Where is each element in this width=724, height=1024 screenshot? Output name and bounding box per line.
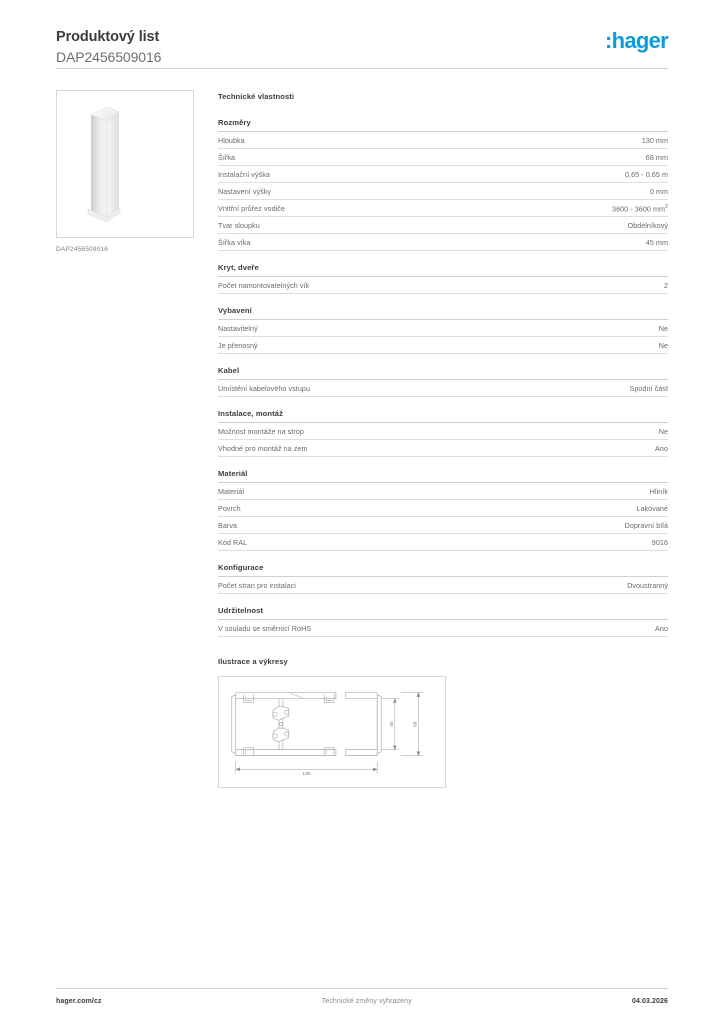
spec-row-value: 45 mm xyxy=(645,237,668,247)
spec-group-title: Kryt, dveře xyxy=(218,263,668,277)
spec-row-value: 9016 xyxy=(651,537,668,547)
spec-row-label: Nastavení výšky xyxy=(218,186,272,196)
spec-row-label: Vhodné pro montáž na zem xyxy=(218,443,308,453)
hager-logo: :hager xyxy=(604,28,668,53)
spec-row-label: Možnost montáže na strop xyxy=(218,426,304,436)
page-header xyxy=(56,28,668,66)
spec-row-label: Umístění kabelového vstupu xyxy=(218,383,310,393)
spec-row-value: 0,65 - 0,65 m xyxy=(625,169,668,179)
spec-row-value: Ne xyxy=(658,426,668,436)
illustrations-section xyxy=(218,657,668,788)
spec-row-label: Šířka víka xyxy=(218,237,251,247)
spec-row xyxy=(218,183,668,200)
spec-groups xyxy=(218,118,668,637)
spec-row-label: V souladu se směrnicí RoHS xyxy=(218,623,312,633)
spec-row xyxy=(218,620,668,637)
footer-divider xyxy=(56,988,668,989)
spec-section-title: Technické vlastnosti xyxy=(218,92,295,101)
spec-row xyxy=(218,217,668,234)
product-reference: DAP2456509016 xyxy=(56,48,162,65)
spec-row-label: Je přenosný xyxy=(218,340,258,350)
spec-group xyxy=(218,118,668,251)
spec-row-value: 0 mm xyxy=(649,186,668,196)
spec-group-title: Kabel xyxy=(218,366,668,380)
product-photo-column xyxy=(87,105,121,225)
spec-row-value-text: 3600 - 3600 mm xyxy=(612,203,666,213)
spec-row xyxy=(218,234,668,251)
spec-row-value: Lakované xyxy=(636,503,668,513)
spec-row xyxy=(218,440,668,457)
spec-row xyxy=(218,166,668,183)
spec-group-title: Instalace, montáž xyxy=(218,409,668,423)
spec-row xyxy=(218,517,668,534)
dimension-label-width: 130 xyxy=(302,772,311,778)
spec-row-value: 68 mm xyxy=(645,152,668,162)
spec-row-value xyxy=(612,204,668,213)
spec-row-value: 130 mm xyxy=(641,135,668,145)
spec-group xyxy=(218,366,668,397)
spec-row-label: Barva xyxy=(218,520,238,530)
spec-row xyxy=(218,200,668,217)
spec-row xyxy=(218,483,668,500)
spec-row-value: Ano xyxy=(655,443,668,453)
spec-row-label: Vnitřní průřez vodiče xyxy=(218,203,285,213)
illustrations-title: Ilustrace a výkresy xyxy=(218,657,288,667)
spec-row xyxy=(218,277,668,294)
spec-row-value: 2 xyxy=(663,280,668,290)
page-footer xyxy=(56,998,668,1005)
spec-row-value: Ne xyxy=(658,340,668,350)
spec-row-label: Materiál xyxy=(218,486,244,496)
spec-row-label: Instalační výška xyxy=(218,169,270,179)
spec-group xyxy=(218,263,668,294)
spec-row xyxy=(218,149,668,166)
spec-group-title: Rozměry xyxy=(218,118,668,132)
spec-group xyxy=(218,606,668,637)
spec-group-title: Konfigurace xyxy=(218,563,668,577)
spec-group xyxy=(218,306,668,354)
dimension-label-inner-height: 45 xyxy=(389,721,395,727)
spec-row xyxy=(218,423,668,440)
spec-row xyxy=(218,577,668,594)
spec-group-title: Materiál xyxy=(218,469,668,483)
spec-row xyxy=(218,380,668,397)
spec-row-value: Ne xyxy=(658,323,668,333)
product-image-caption: DAP2456509016 xyxy=(56,246,109,253)
product-image-frame xyxy=(56,90,194,238)
technical-drawing-frame xyxy=(218,676,446,788)
footer-website[interactable]: hager.com/cz xyxy=(56,998,102,1005)
spec-row xyxy=(218,320,668,337)
spec-row-value: Dopravní bílá xyxy=(624,520,668,530)
spec-group-title: Vybavení xyxy=(218,306,668,320)
spec-row-label: Nastavitelný xyxy=(218,323,258,333)
spec-group xyxy=(218,409,668,457)
profile-cross-section-drawing xyxy=(219,677,445,787)
spec-row-label: Kód RAL xyxy=(218,537,248,547)
spec-group xyxy=(218,563,668,594)
footer-notice: Technické změny vyhrazeny xyxy=(321,998,412,1005)
spec-row xyxy=(218,500,668,517)
spec-row xyxy=(218,337,668,354)
spec-row-value: Dvoustranný xyxy=(627,580,668,590)
spec-row-label: Tvar sloupku xyxy=(218,220,260,230)
spec-row-value: Ano xyxy=(655,623,668,633)
spec-row xyxy=(218,534,668,551)
spec-row-label: Šířka xyxy=(218,152,236,162)
technical-specifications xyxy=(218,92,668,788)
header-titles xyxy=(56,28,161,66)
spec-row-label: Povrch xyxy=(218,503,241,513)
page-title: Produktový list xyxy=(56,29,160,45)
spec-row-label: Hloubka xyxy=(218,135,245,145)
footer-date: 04.03.2026 xyxy=(631,998,668,1005)
dimension-label-outer-height: 68 xyxy=(413,721,419,727)
spec-group xyxy=(218,469,668,551)
spec-row-value: Hliník xyxy=(649,486,668,496)
spec-row-label: Počet stran pro instalaci xyxy=(218,580,296,590)
spec-row-value: Obdélníkový xyxy=(627,220,668,230)
header-divider xyxy=(56,68,668,69)
spec-row-value: Spodní část xyxy=(629,383,668,393)
spec-row-label: Počet namontovatelných vík xyxy=(218,280,310,290)
spec-row-value-superscript: 2 xyxy=(665,203,668,210)
spec-row xyxy=(218,132,668,149)
product-image-pane xyxy=(56,90,196,253)
spec-group-title: Udržitelnost xyxy=(218,606,668,620)
